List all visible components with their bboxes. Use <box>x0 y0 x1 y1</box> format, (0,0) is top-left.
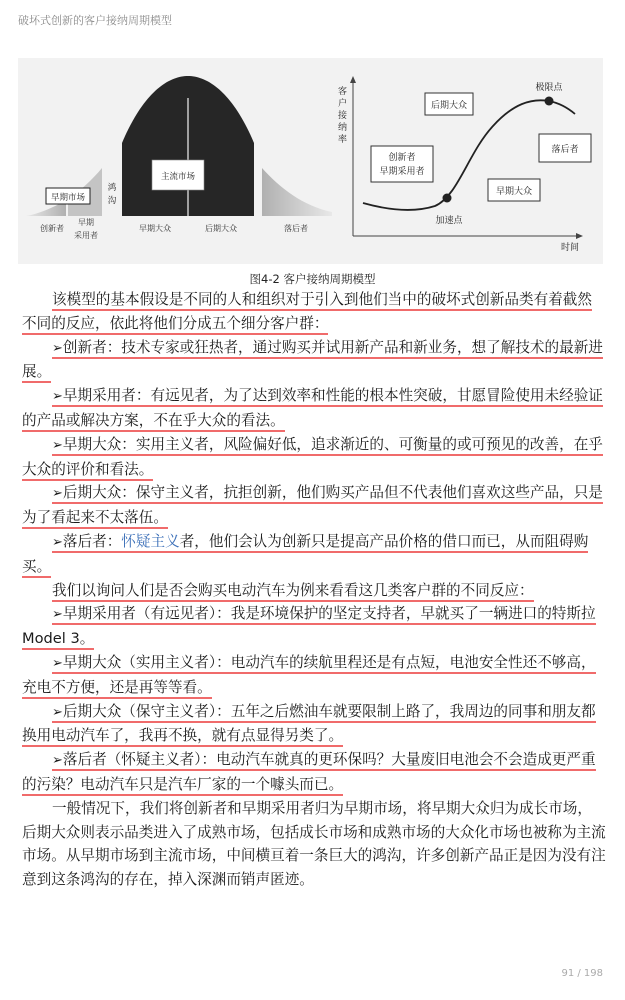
chasm-label-1: 鸿 <box>107 183 117 193</box>
running-title: 破坏式创新的客户接纳周期模型 <box>18 14 172 27</box>
chasm-label-2: 沟 <box>107 196 117 206</box>
svg-text:早期: 早期 <box>78 218 94 227</box>
skepticism-link[interactable]: 怀疑主义 <box>121 532 180 550</box>
svg-text:早期采用者: 早期采用者 <box>379 167 425 177</box>
box-early-majority: 早期大众 <box>495 187 533 197</box>
limit-point-label: 极限点 <box>535 83 563 93</box>
figure <box>18 58 603 264</box>
ev-example-paragraph: 我们以询问人们是否会购买电动汽车为例来看看这几类客户群的不同反应： <box>22 579 606 603</box>
reaction-laggards: ➢落后者（怀疑主义者）：电动汽车就真的更环保吗？大量废旧电池会不会造成更严重的污染？电动汽车只是汽车厂家的一个噱头而已。 <box>22 748 606 797</box>
reaction-early-adopters: ➢早期采用者（有远见者）：我是环境保护的坚定支持者，早就买了一辆进口的特斯拉Model 3。 <box>22 602 606 651</box>
svg-text:纳: 纳 <box>338 123 348 133</box>
reaction-early-majority: ➢早期大众（实用主义者）：电动汽车的续航里程还是有点短，电池安全性还不够高，充电不方便，还是再等等看。 <box>22 651 606 700</box>
svg-text:率: 率 <box>338 135 348 145</box>
segment-early-majority: 早期大众 <box>139 224 171 233</box>
early-market-label: 早期市场 <box>50 193 86 203</box>
list-item-late-majority: ➢后期大众：保守主义者，抗拒创新，他们购买产品但不代表他们喜欢这些产品，只是为了看起来不太落伍。 <box>22 481 606 530</box>
list-item-laggards: ➢落后者：怀疑主义者，他们会认为创新只是提高产品价格的借口而已，从而阻碍购买。 <box>22 530 606 579</box>
segment-late-majority: 后期大众 <box>205 224 237 233</box>
reaction-late-majority: ➢后期大众（保守主义者）：五年之后燃油车就要限制上路了，我周边的同事和朋友都换用电动汽车了，我再不换，就有点显得另类了。 <box>22 700 606 749</box>
box-laggards: 落后者 <box>551 145 579 155</box>
laggard-area <box>262 168 332 216</box>
svg-text:创新者: 创新者 <box>388 153 416 163</box>
svg-text:客: 客 <box>338 87 348 97</box>
list-item-early-adopters: ➢早期采用者：有远见者，为了达到效率和性能的根本性突破，甘愿冒险使用未经验证的产品或解决方案，不在乎大众的看法。 <box>22 384 606 433</box>
svg-text:采用者: 采用者 <box>74 231 98 240</box>
summary-paragraph: 一般情况下，我们将创新者和早期采用者归为早期市场，将早期大众归为成长市场，后期大众则表示品类进入了成熟市场，包括成长市场和成熟市场的大众化市场也被称为主流市场。从早期市场到主流市场，中间横亘着一条巨大的鸿沟，许多创新产品正是因为没有注意到这条鸿沟的存在，掉入深渊而销声匿迹。 <box>22 799 606 889</box>
box-late-majority: 后期大众 <box>430 101 468 111</box>
figure-caption: 图4-2 客户接纳周期模型 <box>249 272 376 286</box>
segment-innovators: 创新者 <box>40 224 64 233</box>
adoption-bell-chart <box>18 58 338 264</box>
list-item-innovators: ➢创新者：技术专家或狂热者，通过购买并试用新产品和新业务，想了解技术的最新进展。 <box>22 336 606 385</box>
x-axis-label: 时间 <box>561 243 580 253</box>
list-item-early-majority: ➢早期大众：实用主义者，风险偏好低，追求渐近的、可衡量的或可预见的改善，在乎大众的评价和看法。 <box>22 433 606 482</box>
svg-text:户: 户 <box>338 99 348 109</box>
body-text <box>22 288 606 892</box>
adoption-s-curve <box>338 58 603 264</box>
page-number: 91 / 198 <box>561 968 603 979</box>
acceleration-point-label: 加速点 <box>435 216 463 226</box>
svg-text:接: 接 <box>338 111 348 121</box>
intro-paragraph: 该模型的基本假设是不同的人和组织对于引入到他们当中的破坏式创新品类有着截然不同的反应，依此将他们分成五个细分客户群： <box>22 288 606 336</box>
segment-laggards: 落后者 <box>284 224 308 233</box>
mainstream-label: 主流市场 <box>160 172 196 182</box>
